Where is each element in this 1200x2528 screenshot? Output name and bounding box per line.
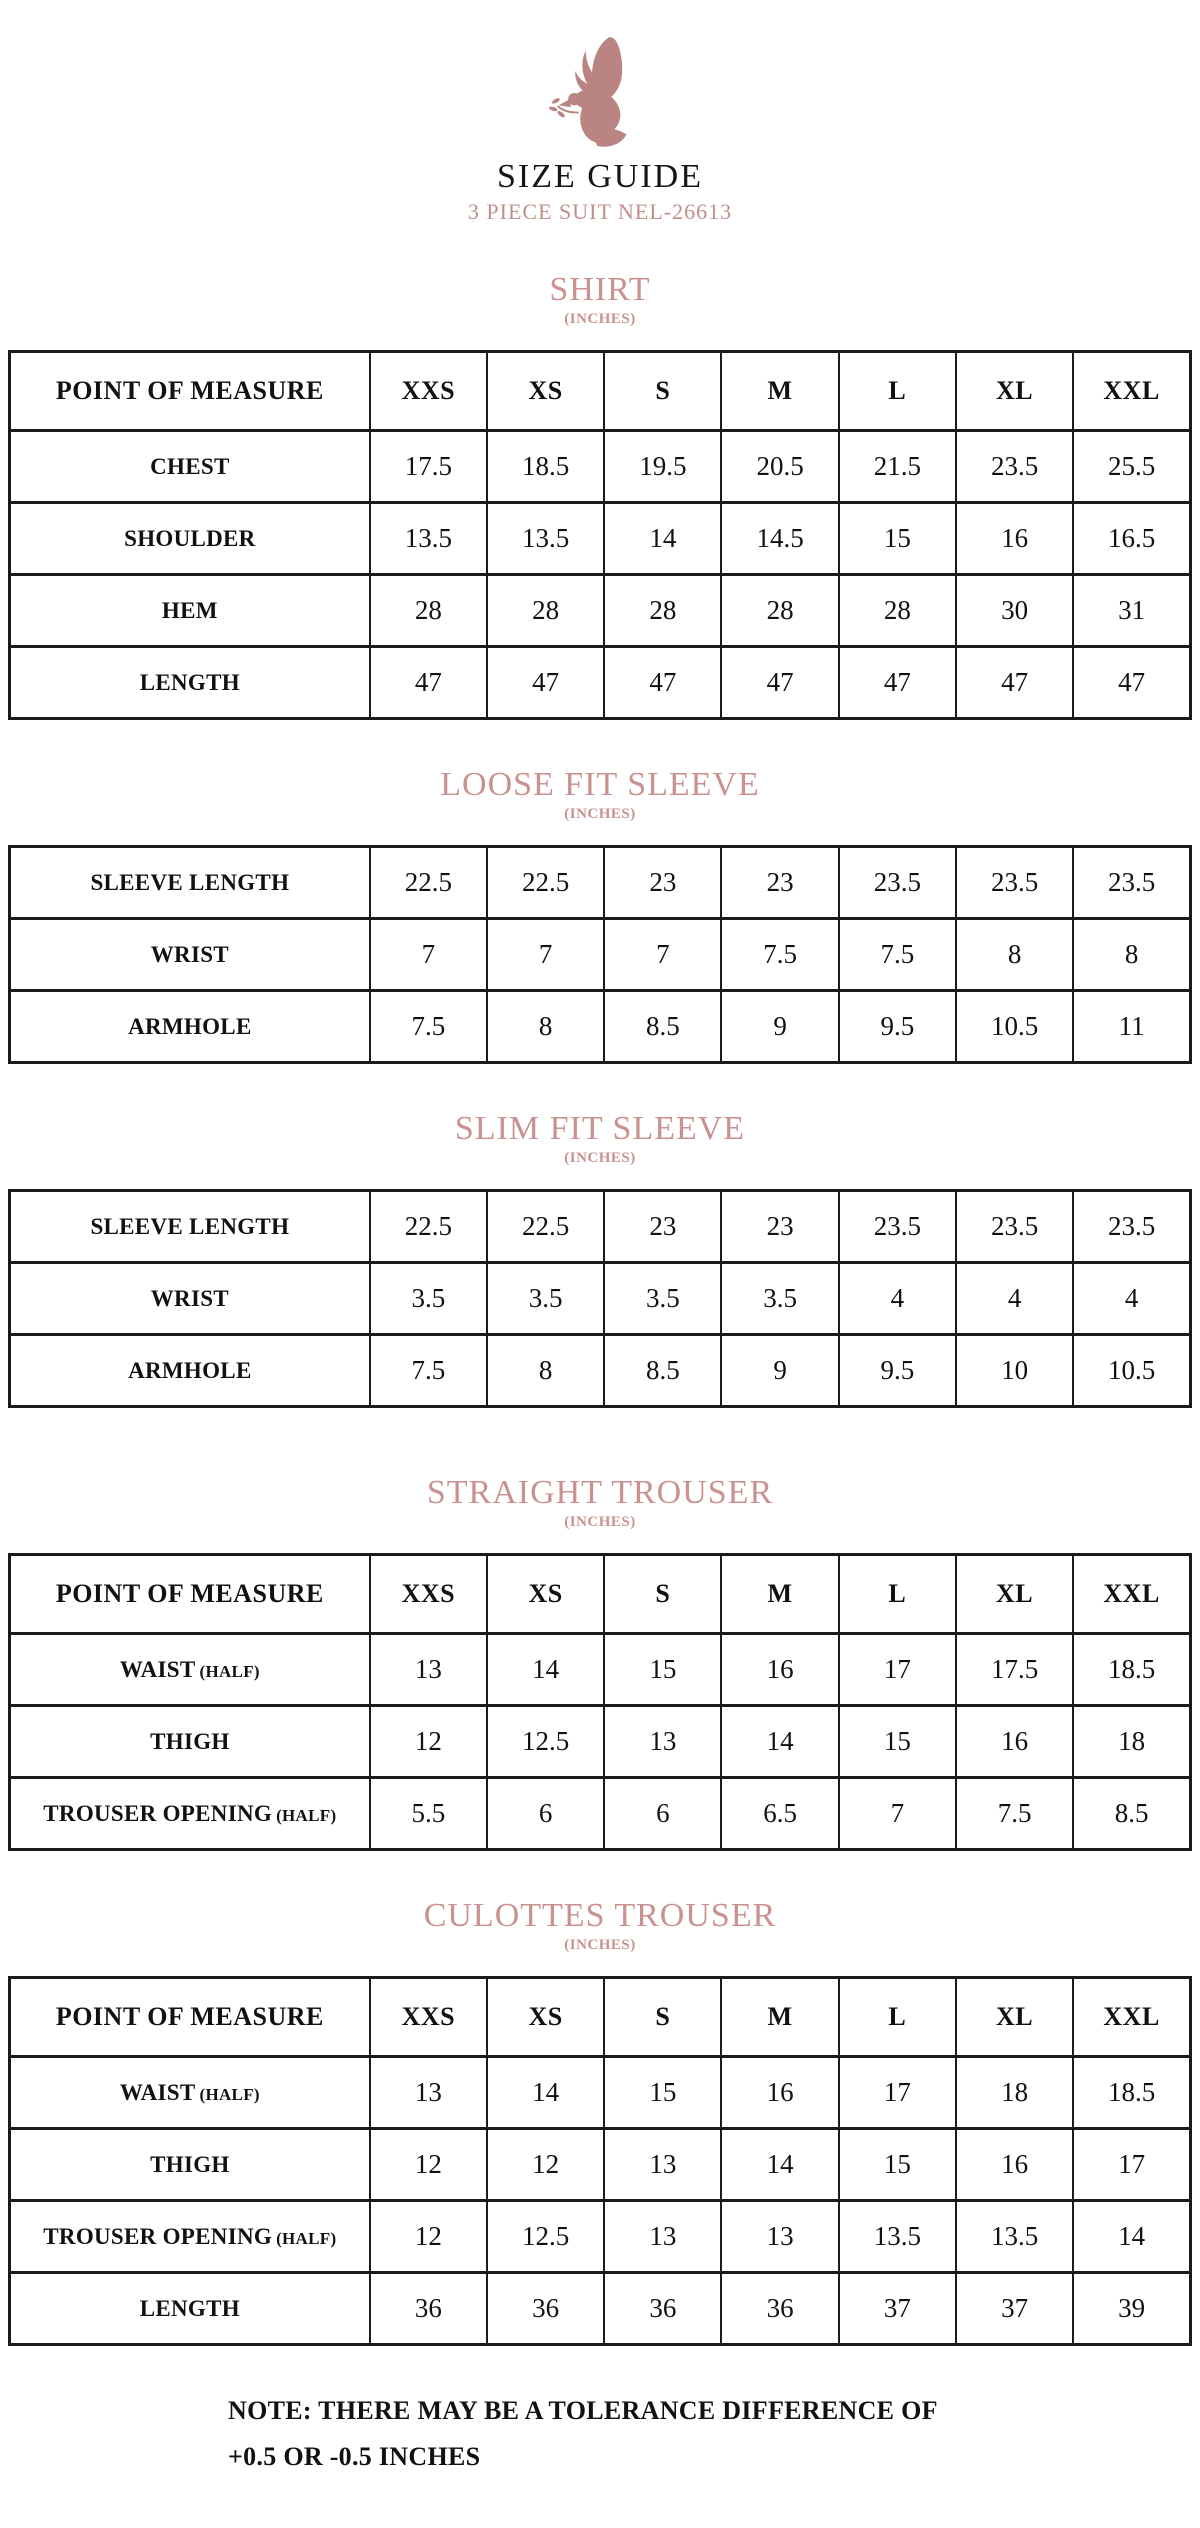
measurement-value: 18 (956, 2057, 1073, 2129)
measurement-value: 13.5 (487, 503, 604, 575)
measurement-value: 13 (604, 2201, 721, 2273)
units-label: (INCHES) (564, 806, 636, 822)
measurement-value: 8 (1073, 919, 1190, 991)
measurement-value: 21.5 (839, 431, 956, 503)
measurement-value: 5.5 (370, 1778, 487, 1850)
measurement-value: 22.5 (370, 1191, 487, 1263)
section-straight-trouser (0, 1474, 1200, 1851)
measurement-value: 47 (370, 647, 487, 719)
section-culottes-trouser (0, 1897, 1200, 2346)
measurement-value: 28 (839, 575, 956, 647)
measurement-value: 15 (839, 1706, 956, 1778)
measure-label-text: THIGH (150, 2151, 230, 2177)
units-label: (INCHES) (564, 1937, 636, 1953)
size-column-header: M (721, 352, 838, 431)
size-table-loose-fit-sleeve (8, 845, 1192, 1064)
measurement-value: 28 (487, 575, 604, 647)
table-row (10, 1634, 1191, 1706)
measurement-value: 8.5 (1073, 1778, 1190, 1850)
measurement-value: 13.5 (370, 503, 487, 575)
units-label: (INCHES) (564, 1150, 636, 1166)
measure-label-suffix: (HALF) (276, 2228, 337, 2248)
brand-logo (0, 34, 1200, 152)
measurement-value: 16 (956, 2129, 1073, 2201)
measure-label (10, 431, 370, 503)
measurement-value: 47 (487, 647, 604, 719)
measurement-value: 4 (1073, 1263, 1190, 1335)
measure-label (10, 2273, 370, 2345)
measurement-value: 36 (604, 2273, 721, 2345)
measurement-value: 23 (604, 847, 721, 919)
measurement-value: 17 (1073, 2129, 1190, 2201)
table-row (10, 2057, 1191, 2129)
measurement-value: 16 (956, 503, 1073, 575)
measurement-value: 9.5 (839, 991, 956, 1063)
page-title: SIZE GUIDE (496, 158, 704, 195)
measurement-value: 8.5 (604, 1335, 721, 1407)
measure-label (10, 1634, 370, 1706)
measurement-value: 8.5 (604, 991, 721, 1063)
measure-label-text: HEM (161, 597, 218, 623)
measurement-value: 9 (721, 1335, 838, 1407)
measure-label (10, 2057, 370, 2129)
measure-label-text: TROUSER OPENING (43, 2223, 273, 2249)
measurement-value: 19.5 (604, 431, 721, 503)
measurement-value: 23 (721, 847, 838, 919)
measurement-value: 17.5 (370, 431, 487, 503)
measurement-value: 17 (839, 1634, 956, 1706)
measurement-value: 15 (604, 2057, 721, 2129)
measurement-value: 4 (956, 1263, 1073, 1335)
table-row (10, 575, 1191, 647)
measurement-value: 7 (370, 919, 487, 991)
measurement-value: 8 (487, 991, 604, 1063)
measurement-value: 7.5 (956, 1778, 1073, 1850)
measure-label (10, 1191, 370, 1263)
measurement-value: 14.5 (721, 503, 838, 575)
size-table-straight-trouser (8, 1553, 1192, 1851)
table-header-row (10, 1555, 1191, 1634)
size-table-slim-fit-sleeve (8, 1189, 1192, 1408)
measurement-value: 7.5 (370, 991, 487, 1063)
measurement-value: 12 (370, 2201, 487, 2273)
size-column-header: S (604, 1978, 721, 2057)
size-column-header: XXL (1073, 1555, 1190, 1634)
measurement-value: 39 (1073, 2273, 1190, 2345)
measurement-value: 23.5 (1073, 1191, 1190, 1263)
table-row (10, 1335, 1191, 1407)
size-column-header: XS (487, 1978, 604, 2057)
measurement-value: 15 (839, 503, 956, 575)
measurement-value: 12 (487, 2129, 604, 2201)
measurement-value: 12 (370, 1706, 487, 1778)
measurement-value: 6 (487, 1778, 604, 1850)
measurement-value: 14 (721, 1706, 838, 1778)
measure-label-text: WRIST (150, 941, 229, 967)
section-title: LOOSE FIT SLEEVE (440, 766, 760, 803)
measurement-value: 37 (839, 2273, 956, 2345)
measurement-value: 3.5 (487, 1263, 604, 1335)
measure-label (10, 2129, 370, 2201)
measurement-value: 3.5 (721, 1263, 838, 1335)
table-row (10, 2201, 1191, 2273)
table-row (10, 503, 1191, 575)
measure-label (10, 1706, 370, 1778)
measurement-value: 36 (370, 2273, 487, 2345)
size-column-header: XXL (1073, 352, 1190, 431)
table-row (10, 2129, 1191, 2201)
measurement-value: 6.5 (721, 1778, 838, 1850)
measure-label-text: ARMHOLE (128, 1013, 252, 1039)
measurement-value: 7.5 (721, 919, 838, 991)
measurement-value: 23.5 (1073, 847, 1190, 919)
measure-label-text: LENGTH (139, 669, 240, 695)
measurement-value: 8 (487, 1335, 604, 1407)
size-column-header: XS (487, 1555, 604, 1634)
measurement-value: 14 (721, 2129, 838, 2201)
measurement-value: 36 (721, 2273, 838, 2345)
measurement-value: 30 (956, 575, 1073, 647)
measure-label-text: THIGH (150, 1728, 230, 1754)
dove-icon (547, 34, 653, 152)
measurement-value: 8 (956, 919, 1073, 991)
measurement-value: 10 (956, 1335, 1073, 1407)
measurement-value: 28 (604, 575, 721, 647)
measure-label (10, 1263, 370, 1335)
measurement-value: 36 (487, 2273, 604, 2345)
size-column-header: S (604, 352, 721, 431)
measurement-value: 12 (370, 2129, 487, 2201)
measurement-value: 7 (487, 919, 604, 991)
measure-label (10, 647, 370, 719)
point-of-measure-header: POINT OF MEASURE (10, 1555, 370, 1634)
measurement-value: 47 (839, 647, 956, 719)
measure-label-text: WAIST (119, 2079, 196, 2105)
measurement-value: 3.5 (604, 1263, 721, 1335)
measurement-value: 16 (956, 1706, 1073, 1778)
measurement-value: 22.5 (487, 1191, 604, 1263)
table-row (10, 1191, 1191, 1263)
table-header-row (10, 352, 1191, 431)
measurement-value: 13 (604, 2129, 721, 2201)
measurement-value: 17 (839, 2057, 956, 2129)
measurement-value: 15 (839, 2129, 956, 2201)
section-loose-fit-sleeve (0, 766, 1200, 1064)
measurement-value: 47 (604, 647, 721, 719)
measurement-value: 22.5 (487, 847, 604, 919)
measurement-value: 7.5 (370, 1335, 487, 1407)
table-row (10, 991, 1191, 1063)
measurement-value: 13 (604, 1706, 721, 1778)
measure-label (10, 847, 370, 919)
table-row (10, 431, 1191, 503)
size-column-header: XL (956, 1555, 1073, 1634)
measure-label-text: SHOULDER (124, 525, 256, 551)
measurement-value: 14 (487, 2057, 604, 2129)
size-column-header: XL (956, 1978, 1073, 2057)
measurement-value: 23 (721, 1191, 838, 1263)
measurement-value: 9 (721, 991, 838, 1063)
measurement-value: 23.5 (839, 847, 956, 919)
table-row (10, 847, 1191, 919)
measure-label-text: WRIST (150, 1285, 229, 1311)
measure-label-text: TROUSER OPENING (43, 1800, 273, 1826)
measurement-value: 20.5 (721, 431, 838, 503)
measurement-value: 13.5 (839, 2201, 956, 2273)
measure-label-text: LENGTH (139, 2295, 240, 2321)
measurement-value: 16 (721, 2057, 838, 2129)
table-row (10, 1778, 1191, 1850)
table-row (10, 2273, 1191, 2345)
measure-label-text: WAIST (119, 1656, 196, 1682)
size-column-header: L (839, 1555, 956, 1634)
tolerance-note-line1: NOTE: THERE MAY BE A TOLERANCE DIFFERENCE OF (228, 2396, 938, 2425)
measure-label-text: SLEEVE LENGTH (90, 1213, 290, 1239)
measurement-value: 6 (604, 1778, 721, 1850)
measurement-value: 13 (370, 1634, 487, 1706)
measure-label (10, 1335, 370, 1407)
measure-label-text: CHEST (150, 453, 230, 479)
section-title: SHIRT (549, 271, 651, 308)
measurement-value: 13 (370, 2057, 487, 2129)
section-title: STRAIGHT TROUSER (426, 1474, 774, 1511)
measurement-value: 37 (956, 2273, 1073, 2345)
measure-label (10, 503, 370, 575)
measurement-value: 17.5 (956, 1634, 1073, 1706)
measurement-value: 4 (839, 1263, 956, 1335)
measurement-value: 47 (956, 647, 1073, 719)
measurement-value: 18.5 (1073, 2057, 1190, 2129)
table-row (10, 919, 1191, 991)
size-table-shirt (8, 350, 1192, 720)
size-column-header: XXS (370, 1555, 487, 1634)
measurement-value: 14 (1073, 2201, 1190, 2273)
measurement-value: 25.5 (1073, 431, 1190, 503)
measure-label (10, 1778, 370, 1850)
size-column-header: XL (956, 352, 1073, 431)
measurement-value: 23.5 (956, 1191, 1073, 1263)
measure-label (10, 575, 370, 647)
table-row (10, 647, 1191, 719)
measurement-value: 22.5 (370, 847, 487, 919)
size-column-header: M (721, 1978, 838, 2057)
size-table-culottes-trouser (8, 1976, 1192, 2346)
measurement-value: 18.5 (1073, 1634, 1190, 1706)
measurement-value: 23 (604, 1191, 721, 1263)
measurement-value: 16.5 (1073, 503, 1190, 575)
measurement-value: 12.5 (487, 1706, 604, 1778)
size-column-header: M (721, 1555, 838, 1634)
units-label: (INCHES) (564, 311, 636, 327)
measurement-value: 14 (487, 1634, 604, 1706)
size-column-header: XXS (370, 352, 487, 431)
measurement-value: 47 (1073, 647, 1190, 719)
measure-label (10, 991, 370, 1063)
measurement-value: 7 (604, 919, 721, 991)
table-row (10, 1706, 1191, 1778)
measurement-value: 23.5 (956, 847, 1073, 919)
measurement-value: 28 (370, 575, 487, 647)
size-sections-container (0, 271, 1200, 2346)
product-subtitle: 3 PIECE SUIT NEL-26613 (467, 199, 733, 224)
measure-label-text: SLEEVE LENGTH (90, 869, 290, 895)
measurement-value: 10.5 (1073, 1335, 1190, 1407)
measurement-value: 7.5 (839, 919, 956, 991)
table-row (10, 1263, 1191, 1335)
section-shirt (0, 271, 1200, 720)
measure-label-suffix: (HALF) (199, 2084, 260, 2104)
measurement-value: 9.5 (839, 1335, 956, 1407)
point-of-measure-header: POINT OF MEASURE (10, 1978, 370, 2057)
measurement-value: 7 (839, 1778, 956, 1850)
section-slim-fit-sleeve (0, 1110, 1200, 1408)
section-title: SLIM FIT SLEEVE (454, 1110, 746, 1147)
table-header-row (10, 1978, 1191, 2057)
size-column-header: S (604, 1555, 721, 1634)
measurement-value: 23.5 (839, 1191, 956, 1263)
measurement-value: 31 (1073, 575, 1190, 647)
tolerance-note-line2: +0.5 OR -0.5 INCHES (228, 2442, 481, 2471)
measurement-value: 14 (604, 503, 721, 575)
measure-label (10, 919, 370, 991)
size-column-header: XXS (370, 1978, 487, 2057)
size-column-header: XS (487, 352, 604, 431)
measurement-value: 23.5 (956, 431, 1073, 503)
size-column-header: L (839, 352, 956, 431)
measurement-value: 16 (721, 1634, 838, 1706)
measurement-value: 11 (1073, 991, 1190, 1063)
measurement-value: 28 (721, 575, 838, 647)
measurement-value: 12.5 (487, 2201, 604, 2273)
measurement-value: 10.5 (956, 991, 1073, 1063)
measure-label-suffix: (HALF) (199, 1661, 260, 1681)
measurement-value: 13 (721, 2201, 838, 2273)
measurement-value: 13.5 (956, 2201, 1073, 2273)
point-of-measure-header: POINT OF MEASURE (10, 352, 370, 431)
measure-label-text: ARMHOLE (128, 1357, 252, 1383)
section-title: CULOTTES TROUSER (423, 1897, 777, 1934)
measure-label (10, 2201, 370, 2273)
size-column-header: L (839, 1978, 956, 2057)
tolerance-note (228, 2396, 988, 2472)
measurement-value: 18.5 (487, 431, 604, 503)
units-label: (INCHES) (564, 1514, 636, 1530)
measurement-value: 3.5 (370, 1263, 487, 1335)
measurement-value: 18 (1073, 1706, 1190, 1778)
measurement-value: 47 (721, 647, 838, 719)
measurement-value: 15 (604, 1634, 721, 1706)
size-column-header: XXL (1073, 1978, 1190, 2057)
measure-label-suffix: (HALF) (276, 1805, 337, 1825)
